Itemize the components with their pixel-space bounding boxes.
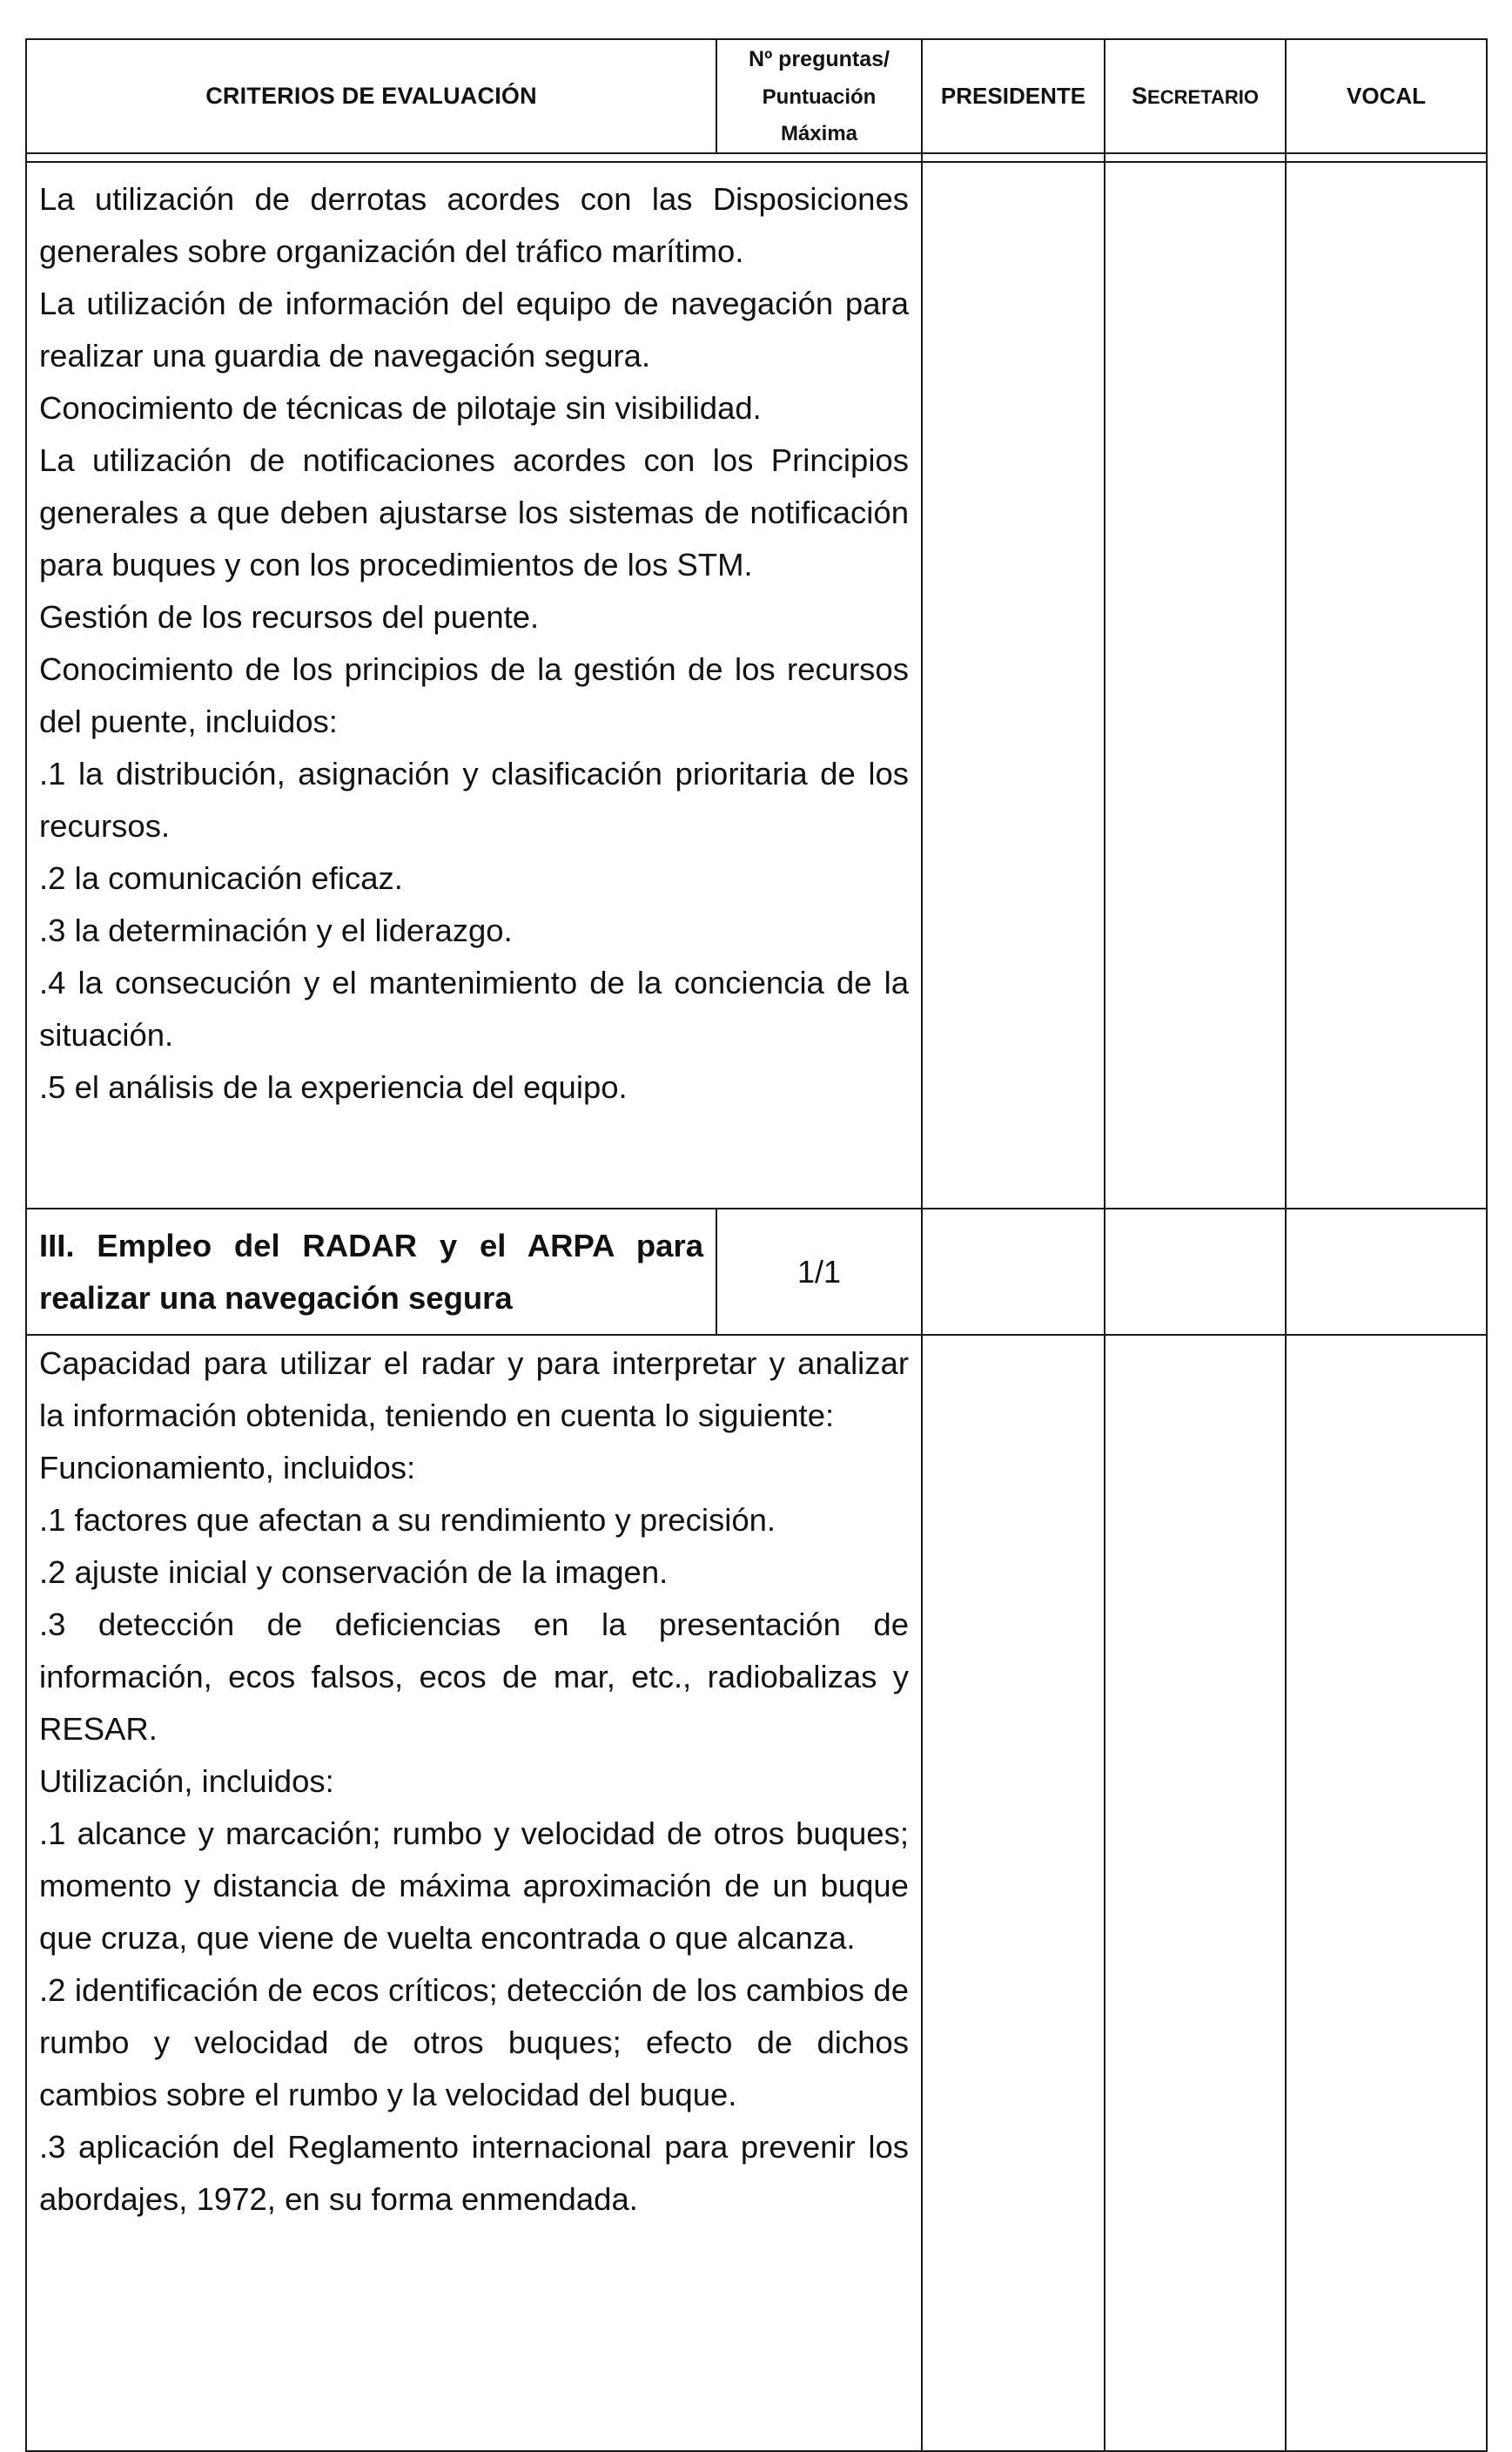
criteria-item: Utilización, incluidos: bbox=[39, 1763, 334, 1799]
criteria-block-3-text bbox=[26, 1335, 922, 2451]
criteria-item: La utilización de información del equipo de navegación para realizar una guardia de navegación segura. bbox=[39, 286, 909, 374]
evaluation-criteria-table bbox=[25, 38, 1488, 2452]
vocal-cell[interactable] bbox=[1286, 162, 1487, 1209]
criteria-item: Capacidad para utilizar el radar y para interpretar y analizar la información obtenida, teniendo en cuenta lo siguiente: bbox=[39, 1345, 909, 1433]
vocal-cell[interactable] bbox=[1286, 1209, 1487, 1335]
president-cell[interactable] bbox=[922, 162, 1105, 1209]
criteria-item: .2 la comunicación eficaz. bbox=[39, 860, 403, 896]
vocal-cell[interactable] bbox=[1286, 1335, 1487, 2451]
criteria-item: .3 aplicación del Reglamento internacional para prevenir los abordajes, 1972, en su forma enmendada. bbox=[39, 2129, 909, 2217]
criteria-item: .4 la consecución y el mantenimiento de la conciencia de la situación. bbox=[39, 965, 909, 1053]
header-vocal: VOCAL bbox=[1286, 39, 1487, 153]
secretary-cell[interactable] bbox=[1105, 1209, 1286, 1335]
criteria-block-1-text bbox=[26, 162, 922, 1209]
header-criteria: CRITERIOS DE EVALUACIÓN bbox=[26, 39, 716, 153]
criteria-item: Gestión de los recursos del puente. bbox=[39, 599, 540, 635]
criteria-block-3 bbox=[26, 1335, 1487, 2451]
secretary-cell[interactable] bbox=[1105, 162, 1286, 1209]
header-questions-line1: Nº preguntas/ bbox=[749, 47, 890, 71]
president-cell[interactable] bbox=[922, 1335, 1105, 2451]
criteria-item: .1 factores que afectan a su rendimiento y precisión. bbox=[39, 1502, 776, 1538]
section-3-score: 1/1 bbox=[716, 1209, 922, 1335]
criteria-item: .1 alcance y marcación; rumbo y velocidad de otros buques; momento y distancia de máxima aproximación de un buque que cruza, que viene de vuelta encontrada o que alcanza. bbox=[39, 1815, 909, 1956]
header-row bbox=[26, 39, 1487, 153]
header-president: PRESIDENTE bbox=[922, 39, 1105, 153]
criteria-item: Conocimiento de técnicas de pilotaje sin visibilidad. bbox=[39, 390, 762, 426]
criteria-item: .5 el análisis de la experiencia del equipo. bbox=[39, 1069, 628, 1105]
section-3-row bbox=[26, 1209, 1487, 1335]
criteria-item: Funcionamiento, incluidos: bbox=[39, 1450, 416, 1485]
header-gap-row bbox=[26, 153, 1487, 162]
president-cell[interactable] bbox=[922, 1209, 1105, 1335]
header-questions-line2: Puntuación bbox=[762, 85, 877, 109]
criteria-item: La utilización de derrotas acordes con las Disposiciones generales sobre organización del tráfico marítimo. bbox=[39, 181, 909, 269]
header-secretary bbox=[1105, 39, 1286, 153]
header-questions-line3: Máxima bbox=[780, 122, 858, 145]
criteria-block-1 bbox=[26, 162, 1487, 1209]
criteria-item: .2 identificación de ecos críticos; detección de los cambios de rumbo y velocidad de otros buques; efecto de dichos cambios sobre el rumbo y la velocidad del buque. bbox=[39, 1972, 909, 2112]
header-secretary-rest: ECRETARIO bbox=[1147, 86, 1259, 108]
criteria-item: .3 detección de deficiencias en la presentación de información, ecos falsos, ecos de mar, etc., radiobalizas y RESAR. bbox=[39, 1607, 909, 1747]
criteria-item: .2 ajuste inicial y conservación de la imagen. bbox=[39, 1554, 669, 1590]
criteria-item: .3 la determinación y el liderazgo. bbox=[39, 913, 513, 948]
criteria-item: La utilización de notificaciones acordes con los Principios generales a que deben ajustarse los sistemas de notificación para buques y con los procedimientos de los STM. bbox=[39, 442, 909, 583]
header-secretary-initial: S bbox=[1132, 83, 1148, 109]
secretary-cell[interactable] bbox=[1105, 1335, 1286, 2451]
header-questions-score bbox=[716, 39, 922, 153]
criteria-item: .1 la distribución, asignación y clasificación prioritaria de los recursos. bbox=[39, 756, 909, 844]
section-3-title: III. Empleo del RADAR y el ARPA para realizar una navegación segura bbox=[26, 1209, 716, 1335]
criteria-item: Conocimiento de los principios de la gestión de los recursos del puente, incluidos: bbox=[39, 651, 909, 739]
